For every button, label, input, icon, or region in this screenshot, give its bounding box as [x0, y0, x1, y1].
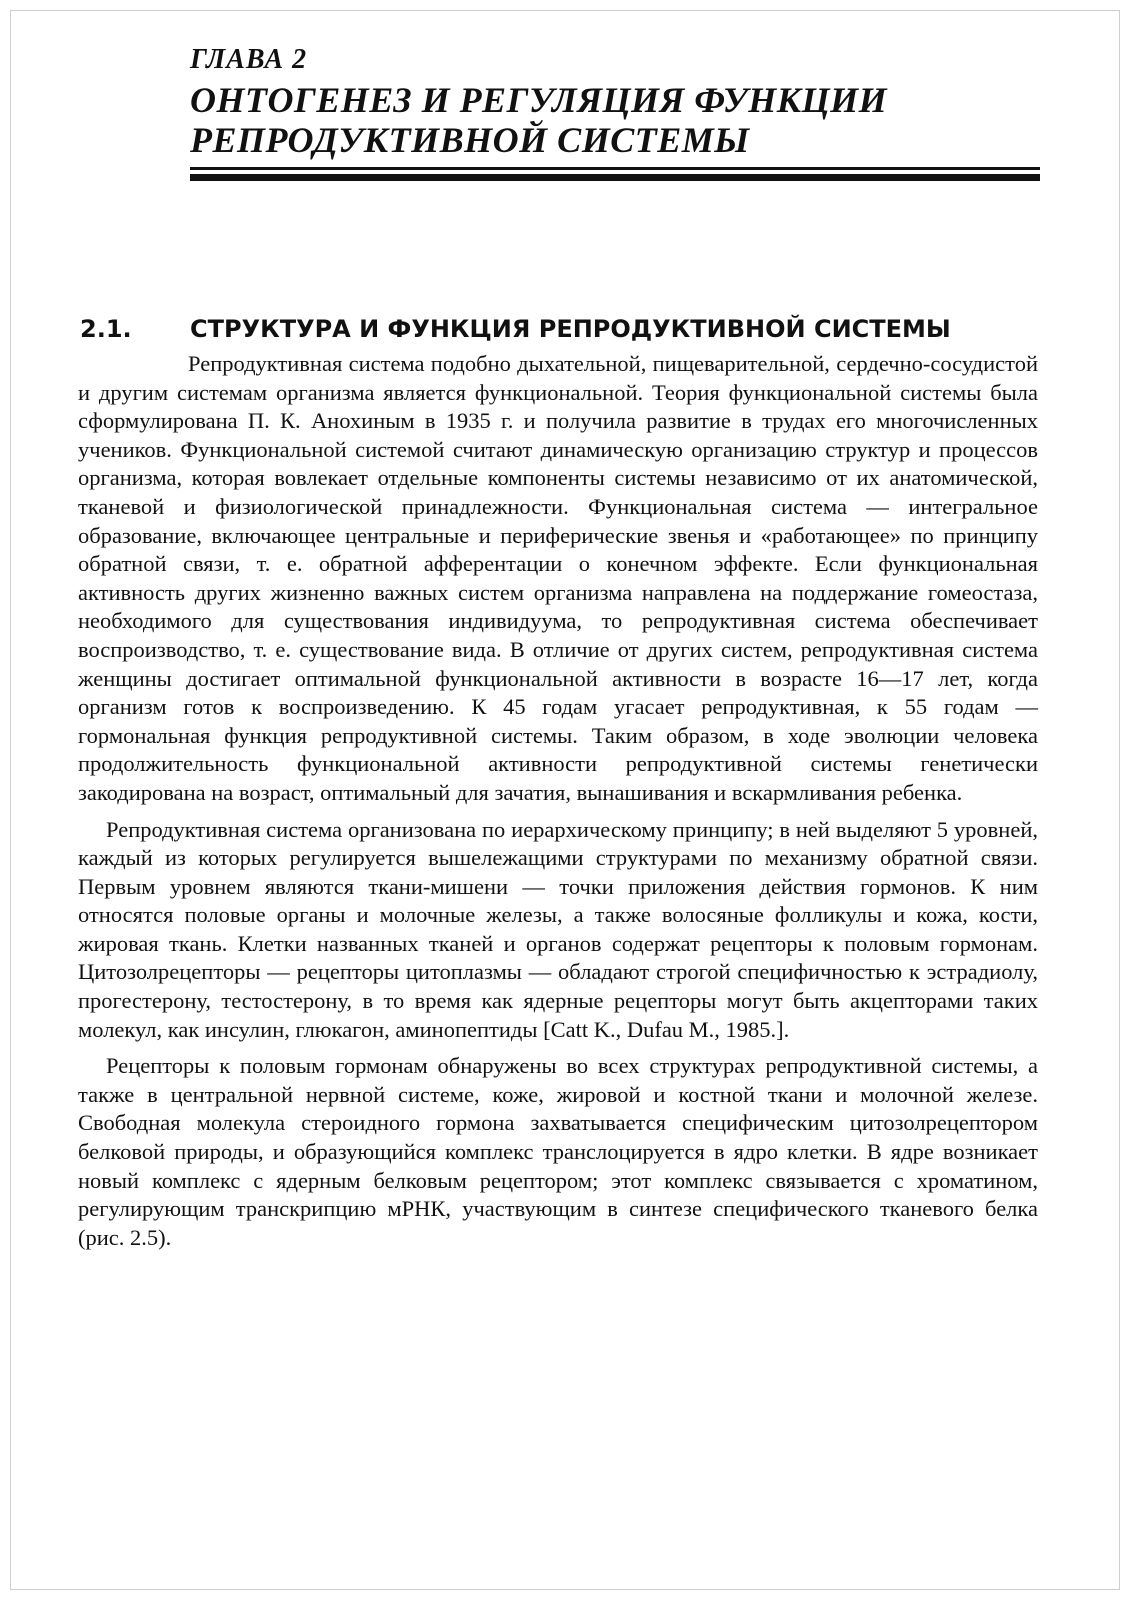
paragraph: Рецепторы к половым гормонам обнаружены во всех структурах репродуктивной системы, а также в центральной нервной системе, коже, жировой и костной ткани и молочной железе. Свободная молекула стероидного гормона захватывается специфическим цитозолрецептором белковой природы, и образующийся комплекс транслоцируется в ядро клетки. В ядре возникает новый комплекс с ядерным белковым рецептором; этот комплекс связывается с хроматином, регулирующим транскрипцию мРНК, участвующим в синтезе специфического тканевого белка (рис. 2.5).	[78, 1053, 1038, 1250]
paragraph: Репродуктивная система организована по иерархическому принципу; в ней выделяют 5 уровней, каждый из которых регулируется вышележащими структурами по механизму обратной связи. Первым уровнем являются ткани-мишени — точки приложения действия гормонов. К ним относятся половые органы и молочные железы, а также волосяные фолликулы и кожа, кости, жировая ткань. Клетки названных тканей и органов содержат рецепторы к половым гормонам. Цитозолрецепторы — рецепторы цитоплазмы — обладают строгой специфичностью к эстрадиолу, прогестерону, тестостерону, в то время как ядерные рецепторы могут быть акцепторами таких молекул, как инсулин, глюкагон, аминопептиды [Catt K., Dufau M., 1985.].	[78, 816, 1038, 1042]
chapter-title	[190, 80, 1040, 160]
chapter-title-line-1: ОНТОГЕНЕЗ И РЕГУЛЯЦИЯ ФУНКЦИИ	[190, 80, 888, 120]
chapter-header-rule	[190, 167, 1040, 181]
chapter-title-line-2: РЕПРОДУКТИВНОЙ СИСТЕМЫ	[190, 120, 750, 160]
chapter-label: ГЛАВА 2	[190, 44, 308, 75]
section-title: СТРУКТУРА И ФУНКЦИЯ РЕПРОДУКТИВНОЙ СИСТЕМЫ	[190, 315, 951, 343]
section-number: 2.1.	[80, 315, 132, 343]
body-text	[78, 350, 1038, 1260]
paragraph: Репродуктивная система подобно дыхательной, пищеварительной, сердечно-сосудистой и другим системам организма является функциональной. Теория функциональной системы была сформулирована П. К. Анохиным в 1935 г. и получила развитие в трудах его многочисленных учеников. Функциональной системой считают динамическую организацию структур и процессов организма, которая вовлекает отдельные компоненты системы независимо от их анатомической, тканевой и физиологической принадлежности. Функциональная система — интегральное образование, включающее центральные и периферические звенья и «работающее» по принципу обратной связи, т. е. обратной афферентации о конечном эффекте. Если функциональная активность других жизненно важных систем организма направлена на поддержание гомеостаза, необходимого для существования индивидуума, то репродуктивная система обеспечивает воспроизводство, т. е. существование вида. В отличие от других систем, репродуктивная система женщины достигает оптимальной функциональной активности в возрасте 16—17 лет, когда организм готов к воспроизведению. К 45 годам угасает репродуктивная, к 55 годам — гормональная функция репродуктивной системы. Таким образом, в ходе эволюции человека продолжительность функциональной активности репродуктивной системы генетически закодирована на возраст, оптимальный для зачатия, вынашивания и вскармливания ребенка.	[78, 351, 1038, 805]
chapter-header	[190, 42, 1040, 160]
section-heading	[80, 314, 1040, 344]
